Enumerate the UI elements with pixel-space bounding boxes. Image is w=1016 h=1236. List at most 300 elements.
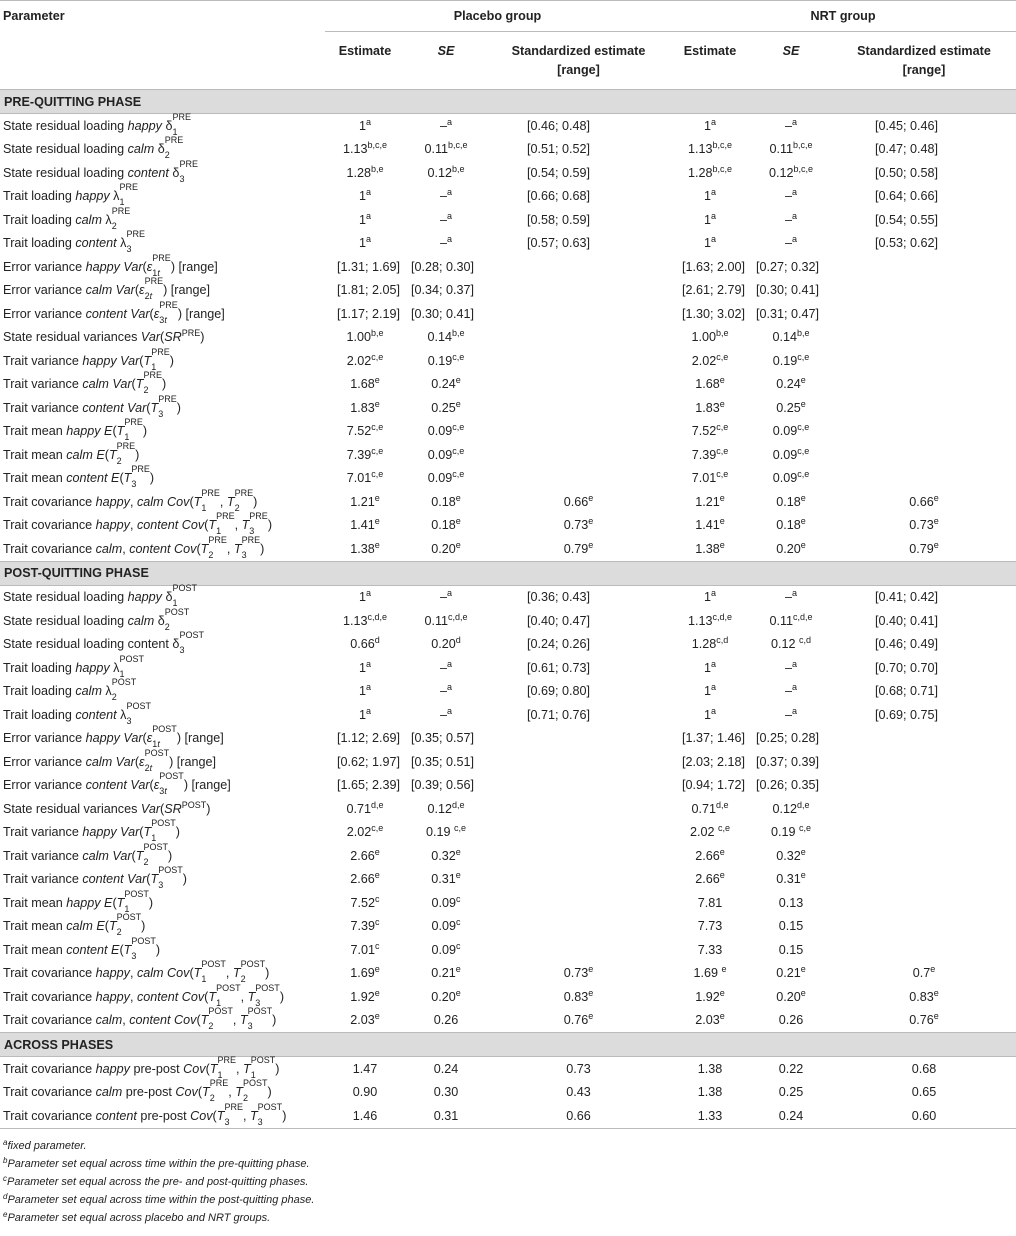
table-row xyxy=(0,467,1016,491)
nrt-se-cell: 0.11$^{c,d,e}$ xyxy=(769,611,813,628)
nrt-se-cell: [0.26; 0.35] xyxy=(756,778,820,793)
placebo-se-cell: 0.18e xyxy=(431,516,461,533)
nrt-estimate-cell: 2.66e xyxy=(695,846,725,863)
nrt-estimate-cell: 2.03e xyxy=(695,1011,725,1028)
parameter-cell: Trait mean content E(T PRE 3 ) xyxy=(3,464,155,490)
placebo-estimate-cell: 1$^a$ xyxy=(358,705,372,722)
parameter-cell: Trait covariance happy, calm Cov(T PRE 1 , T PRE 2 ) xyxy=(3,487,258,513)
nrt-se-cell: 0.32e xyxy=(776,846,806,863)
placebo-se-cell: 0.12$^{d,e}$ xyxy=(427,799,465,816)
nrt-std-estimate-cell xyxy=(832,915,1016,939)
placebo-std-estimate-cell xyxy=(487,727,670,751)
parameter-cell: State residual loading happy δ PRE 1 xyxy=(3,111,191,137)
placebo-estimate-cell: 1.41e xyxy=(350,516,380,533)
placebo-estimate-cell: 1.28$^{b,e}$ xyxy=(346,163,384,180)
placebo-std-estimate-cell: 0.66 xyxy=(487,1104,670,1128)
table-row xyxy=(0,750,1016,774)
nrt-estimate-cell: 1$^a$ xyxy=(703,658,717,675)
nrt-estimate-cell: [1.37; 1.46] xyxy=(682,731,746,746)
nrt-std-estimate-cell xyxy=(832,750,1016,774)
nrt-std-estimate-cell xyxy=(832,396,1016,420)
table-row xyxy=(0,208,1016,232)
nrt-std-estimate-cell: [0.40; 0.41] xyxy=(875,613,939,628)
nrt-std-estimate-cell xyxy=(832,891,1016,915)
nrt-estimate-cell: 1.41e xyxy=(695,516,725,533)
nrt-estimate-cell: [1.30; 3.02] xyxy=(682,306,746,321)
nrt-std-estimate-cell xyxy=(832,420,1016,444)
nrt-estimate-cell: 1.28$^{c,d}$ xyxy=(691,635,729,652)
table-row xyxy=(0,185,1016,209)
table-row xyxy=(0,821,1016,845)
parameter-cell: Trait loading happy λ POST 1 xyxy=(3,653,144,679)
placebo-se-cell: –$^a$ xyxy=(439,234,453,251)
nrt-estimate-cell: 1.83e xyxy=(695,398,725,415)
nrt-se-cell: 0.09$^{c,e}$ xyxy=(772,445,810,462)
footnote-mark: c xyxy=(3,1173,7,1183)
nrt-std-estimate-cell: [0.53; 0.62] xyxy=(875,236,939,251)
table-row xyxy=(0,797,1016,821)
placebo-se-cell: 0.09$^{c,e}$ xyxy=(427,469,465,486)
nrt-estimate-cell: 1.00$^{b,e}$ xyxy=(691,328,729,345)
placebo-group-header: Placebo group xyxy=(325,1,670,32)
nrt-std-estimate-cell xyxy=(832,255,1016,279)
nrt-se-cell: 0.09$^{c,e}$ xyxy=(772,422,810,439)
nrt-std-estimate-cell: 0.79e xyxy=(909,539,939,556)
table-row xyxy=(0,985,1016,1009)
footnote-text: fixed parameter. xyxy=(7,1139,87,1152)
nrt-se-cell: 0.20e xyxy=(776,987,806,1004)
nrt-se-cell: 0.18e xyxy=(776,516,806,533)
placebo-std-estimate-cell: [0.69; 0.80] xyxy=(527,684,591,699)
placebo-se-cell: 0.09$^c$ xyxy=(431,893,461,910)
placebo-se-cell: 0.21e xyxy=(431,964,461,981)
placebo-std-estimate-cell xyxy=(487,938,670,962)
table-row xyxy=(0,938,1016,962)
parameter-cell: Trait covariance content pre-post Cov(T PRE 3 , T POST 3 ) xyxy=(0,1104,325,1128)
placebo-estimate-cell: 1.47 xyxy=(352,1061,378,1076)
nrt-std-estimate-cell: 0.7e xyxy=(912,964,936,981)
parameter-cell: Trait loading calm λ PRE 2 xyxy=(3,205,131,231)
placebo-estimate-cell: 7.52$^{c,e}$ xyxy=(346,422,384,439)
table-row xyxy=(0,1057,1016,1081)
placebo-std-estimate-cell: [0.71; 0.76] xyxy=(527,707,591,722)
placebo-estimate-cell: [1.65; 2.39] xyxy=(337,778,401,793)
footnote-mark: b xyxy=(3,1155,8,1165)
placebo-std-estimate-cell: [0.54; 0.59] xyxy=(527,165,591,180)
nrt-se-cell: 0.13 xyxy=(778,895,804,910)
table-row xyxy=(0,609,1016,633)
nrt-std-estimate-cell: 0.66e xyxy=(909,492,939,509)
table-row xyxy=(0,774,1016,798)
nrt-se-cell: –$^a$ xyxy=(784,682,798,699)
nrt-se-cell: –$^a$ xyxy=(784,187,798,204)
nrt-std-header-line2: [range] xyxy=(902,63,946,77)
nrt-std-estimate-cell: 0.76e xyxy=(909,1011,939,1028)
parameter-cell: State residual loading calm δ POST 2 xyxy=(3,606,190,632)
table-row xyxy=(0,656,1016,680)
nrt-std-estimate-cell xyxy=(832,727,1016,751)
header-row-columns xyxy=(0,32,1016,90)
header-row-groups xyxy=(0,1,1016,32)
nrt-se-cell: [0.31; 0.47] xyxy=(756,306,820,321)
parameter-cell: Trait covariance calm, content Cov(T POST 2 , T POST 3 ) xyxy=(3,1006,277,1032)
placebo-estimate-cell: 1.13$^{c,d,e}$ xyxy=(342,611,388,628)
placebo-std-estimate-cell: [0.51; 0.52] xyxy=(527,142,591,157)
parameter-cell: Trait covariance happy pre-post Cov(T PRE 1 , T POST 1 ) xyxy=(3,1054,280,1080)
placebo-se-cell: 0.09$^c$ xyxy=(431,940,461,957)
table-row xyxy=(0,279,1016,303)
placebo-se-cell: 0.32e xyxy=(431,846,461,863)
placebo-std-estimate-cell: 0.43 xyxy=(566,1085,591,1100)
nrt-estimate-cell: [2.61; 2.79] xyxy=(682,283,746,298)
placebo-se-cell: –$^a$ xyxy=(439,705,453,722)
nrt-estimate-cell: 1$^a$ xyxy=(703,187,717,204)
parameter-cell: Trait mean calm E(T PRE 2 ) xyxy=(3,440,140,466)
nrt-se-cell: –$^a$ xyxy=(784,705,798,722)
nrt-estimate-cell: 7.73 xyxy=(697,919,723,934)
nrt-estimate-cell: 2.02$^{c,e}$ xyxy=(691,351,729,368)
nrt-se-cell: 0.20e xyxy=(776,539,806,556)
placebo-se-cell: 0.14$^{b,e}$ xyxy=(427,328,465,345)
table-row xyxy=(0,844,1016,868)
nrt-se-cell: 0.22 xyxy=(778,1061,804,1076)
nrt-se-cell: 0.18e xyxy=(776,492,806,509)
parameter-cell: Trait covariance happy, calm Cov(T POST 1 , T POST 2 ) xyxy=(3,959,270,985)
parameter-cell: Trait variance happy Var(T PRE 1 ) xyxy=(3,346,174,372)
table-row xyxy=(0,1009,1016,1033)
placebo-se-cell: 0.20e xyxy=(431,539,461,556)
nrt-std-estimate-cell xyxy=(832,302,1016,326)
placebo-estimate-cell: 1.00$^{b,e}$ xyxy=(346,328,384,345)
placebo-estimate-cell: 7.52$^c$ xyxy=(350,893,380,910)
nrt-se-cell: 0.15 xyxy=(778,942,804,957)
nrt-std-estimate-cell: 0.60 xyxy=(832,1104,1016,1128)
nrt-estimate-cell: [1.63; 2.00] xyxy=(682,259,746,274)
table-row xyxy=(0,349,1016,373)
table-body xyxy=(0,1,1016,1129)
placebo-se-cell: [0.39; 0.56] xyxy=(411,778,475,793)
nrt-estimate-cell: 7.81 xyxy=(697,895,723,910)
placebo-std-estimate-cell: [0.61; 0.73] xyxy=(527,660,591,675)
placebo-se-cell: 0.18e xyxy=(431,492,461,509)
placebo-estimate-cell: 7.01$^{c,e}$ xyxy=(346,469,384,486)
parameter-cell: Trait variance happy Var(T POST 1 ) xyxy=(3,818,180,844)
placebo-estimate-cell: 2.66e xyxy=(350,846,380,863)
nrt-estimate-cell: 0.71$^{d,e}$ xyxy=(691,799,729,816)
section-title: PRE-QUITTING PHASE xyxy=(0,90,1016,114)
nrt-se-cell: –$^a$ xyxy=(784,234,798,251)
nrt-estimate-cell: [0.94; 1.72] xyxy=(682,778,746,793)
table-row xyxy=(0,514,1016,538)
placebo-estimate-cell: 2.03e xyxy=(350,1011,380,1028)
placebo-estimate-cell: 1$^a$ xyxy=(358,234,372,251)
nrt-estimate-cell: [2.03; 2.18] xyxy=(682,754,746,769)
nrt-estimate-cell: 1$^a$ xyxy=(703,234,717,251)
placebo-estimate-cell: [1.81; 2.05] xyxy=(337,283,401,298)
table-row xyxy=(0,868,1016,892)
placebo-std-estimate-cell xyxy=(487,467,670,491)
nrt-estimate-cell: 1$^a$ xyxy=(703,588,717,605)
placebo-std-estimate-cell: [0.36; 0.43] xyxy=(527,590,591,605)
parameter-cell: Trait variance content Var(T POST 3 ) xyxy=(3,865,187,891)
placebo-estimate-cell: 1.69e xyxy=(350,964,380,981)
placebo-se-cell: 0.25e xyxy=(431,398,461,415)
footnotes xyxy=(0,1129,1016,1227)
nrt-se-header: SE xyxy=(750,32,832,90)
nrt-std-estimate-cell xyxy=(832,467,1016,491)
section-header xyxy=(0,90,1016,114)
nrt-estimate-cell: 1.33 xyxy=(670,1104,750,1128)
section-title: POST-QUITTING PHASE xyxy=(0,561,1016,585)
placebo-se-cell: 0.11$^{b,c,e}$ xyxy=(424,140,468,157)
placebo-std-estimate-cell xyxy=(487,420,670,444)
table-row xyxy=(0,396,1016,420)
placebo-std-estimate-cell: 0.73 xyxy=(566,1061,591,1076)
parameter-cell: Trait covariance happy, content Cov(T POST 1 , T POST 3 ) xyxy=(3,982,285,1008)
placebo-se-cell: 0.11$^{c,d,e}$ xyxy=(424,611,468,628)
parameter-cell: Error variance happy Var(ε POST 1t ) [range] xyxy=(3,724,224,750)
nrt-estimate-cell: 7.52$^{c,e}$ xyxy=(691,422,729,439)
footnote xyxy=(3,1155,1016,1173)
placebo-std-estimate-cell: 0.79e xyxy=(563,539,594,556)
parameter-cell: Error variance calm Var(ε PRE 2t ) [range] xyxy=(3,276,210,302)
nrt-estimate-cell: 1$^a$ xyxy=(703,116,717,133)
placebo-std-header-line2: [range] xyxy=(557,63,600,77)
table-row xyxy=(0,302,1016,326)
nrt-std-estimate-cell: [0.41; 0.42] xyxy=(875,590,939,605)
parameter-cell: Trait mean calm E(T POST 2 ) xyxy=(3,912,146,938)
nrt-std-estimate-cell: 0.65 xyxy=(911,1085,937,1100)
placebo-se-cell: 0.31 xyxy=(405,1104,487,1128)
placebo-std-estimate-cell: 0.73e xyxy=(563,964,594,981)
placebo-std-estimate-cell: 0.66e xyxy=(563,492,594,509)
placebo-std-estimate-cell xyxy=(487,891,670,915)
table-row xyxy=(0,490,1016,514)
parameter-cell: Error variance content Var(ε PRE 3t ) [range] xyxy=(3,299,225,325)
placebo-estimate-cell: 1.68e xyxy=(350,375,380,392)
placebo-se-cell: 0.24e xyxy=(431,375,461,392)
placebo-std-estimate-cell: [0.46; 0.48] xyxy=(527,118,591,133)
nrt-std-estimate-cell: [0.64; 0.66] xyxy=(875,189,939,204)
parameter-cell: Trait variance calm Var(T PRE 2 ) xyxy=(3,370,167,396)
table-row xyxy=(0,420,1016,444)
placebo-estimate-cell: 1.13$^{b,c,e}$ xyxy=(342,140,388,157)
footnote xyxy=(3,1191,1016,1209)
table-row xyxy=(0,232,1016,256)
parameter-cell: State residual loading happy δ POST 1 xyxy=(3,583,197,609)
placebo-se-cell: 0.19$^{c,e}$ xyxy=(427,351,465,368)
nrt-std-estimate-cell xyxy=(832,868,1016,892)
placebo-std-estimate-cell xyxy=(487,326,670,350)
placebo-se-cell: [0.28; 0.30] xyxy=(411,259,475,274)
placebo-estimate-cell: 2.66e xyxy=(350,870,380,887)
placebo-estimate-cell: 0.71$^{d,e}$ xyxy=(346,799,384,816)
nrt-se-cell: 0.21e xyxy=(776,964,806,981)
placebo-se-cell: –$^a$ xyxy=(439,187,453,204)
nrt-estimate-cell: 1.38 xyxy=(697,1085,723,1100)
nrt-std-estimate-cell: [0.70; 0.70] xyxy=(875,660,939,675)
table-row xyxy=(0,138,1016,162)
nrt-std-estimate-cell: [0.68; 0.71] xyxy=(875,684,939,699)
placebo-estimate-header: Estimate xyxy=(325,32,405,90)
nrt-estimate-cell: 2.66e xyxy=(695,870,725,887)
nrt-se-cell: 0.11$^{b,c,e}$ xyxy=(769,140,813,157)
placebo-estimate-cell: 1$^a$ xyxy=(358,187,372,204)
section-header xyxy=(0,1033,1016,1057)
parameter-cell: State residual variances $Var(SR^{PRE})$ xyxy=(3,328,205,345)
placebo-std-estimate-cell xyxy=(487,302,670,326)
nrt-std-estimate-cell: [0.46; 0.49] xyxy=(875,637,939,652)
nrt-std-header-line1: Standardized estimate xyxy=(857,44,991,58)
parameter-cell: Trait variance content Var(T PRE 3 ) xyxy=(3,393,181,419)
placebo-std-estimate-cell xyxy=(487,349,670,373)
placebo-se-cell: –$^a$ xyxy=(439,210,453,227)
nrt-estimate-cell: 7.39$^{c,e}$ xyxy=(691,445,729,462)
nrt-se-cell: 0.25e xyxy=(776,398,806,415)
nrt-estimate-cell: 1.68e xyxy=(695,375,725,392)
table-row xyxy=(0,443,1016,467)
nrt-estimate-cell: 1.13$^{c,d,e}$ xyxy=(687,611,733,628)
placebo-se-cell: [0.30; 0.41] xyxy=(411,306,475,321)
placebo-se-cell: [0.35; 0.51] xyxy=(411,754,475,769)
placebo-std-header-line1: Standardized estimate xyxy=(511,44,646,58)
table-row xyxy=(0,703,1016,727)
placebo-se-cell: –$^a$ xyxy=(439,116,453,133)
nrt-std-estimate-cell: [0.45; 0.46] xyxy=(875,118,939,133)
footnote-text: Parameter set equal across time within the post-quitting phase. xyxy=(7,1193,315,1206)
nrt-se-cell: [0.27; 0.32] xyxy=(756,259,820,274)
nrt-std-estimate-cell xyxy=(832,326,1016,350)
placebo-estimate-cell: 2.02$^{c,e}$ xyxy=(346,351,384,368)
nrt-se-cell: –$^a$ xyxy=(784,588,798,605)
nrt-std-estimate-cell xyxy=(832,349,1016,373)
placebo-estimate-cell: 1$^a$ xyxy=(358,116,372,133)
parameter-cell: Trait loading calm λ POST 2 xyxy=(3,677,137,703)
placebo-estimate-cell: 7.39$^c$ xyxy=(350,917,380,934)
table-row xyxy=(0,114,1016,138)
parameter-header: Parameter xyxy=(0,1,325,32)
table-row xyxy=(0,373,1016,397)
placebo-std-estimate-cell xyxy=(487,868,670,892)
footnote-mark: e xyxy=(3,1209,8,1219)
nrt-se-cell: 0.12$^{b,c,e}$ xyxy=(768,163,814,180)
placebo-std-estimate-cell: [0.58; 0.59] xyxy=(527,212,591,227)
parameter-cell: Trait covariance calm pre-post Cov(T PRE 2 , T POST 2 ) xyxy=(3,1078,272,1104)
placebo-std-estimate-cell: [0.66; 0.68] xyxy=(527,189,591,204)
placebo-estimate-cell: 1$^a$ xyxy=(358,210,372,227)
table-row xyxy=(0,1104,1016,1128)
placebo-std-estimate-cell xyxy=(487,279,670,303)
placebo-se-cell: [0.34; 0.37] xyxy=(411,283,475,298)
placebo-std-estimate-cell: [0.24; 0.26] xyxy=(527,637,591,652)
table-row xyxy=(0,161,1016,185)
placebo-estimate-cell: 1.92e xyxy=(350,987,380,1004)
placebo-std-estimate-cell xyxy=(487,821,670,845)
placebo-estimate-cell: 1.83e xyxy=(350,398,380,415)
placebo-estimate-cell: 1$^a$ xyxy=(358,682,372,699)
nrt-se-cell: 0.31e xyxy=(776,870,806,887)
nrt-std-estimate-cell xyxy=(832,774,1016,798)
placebo-se-cell: 0.20$^d$ xyxy=(431,635,461,652)
placebo-estimate-cell: 0.66$^d$ xyxy=(350,635,380,652)
table-row xyxy=(0,962,1016,986)
placebo-se-cell: 0.09$^{c,e}$ xyxy=(427,422,465,439)
nrt-std-estimate-cell xyxy=(832,797,1016,821)
placebo-std-estimate-cell xyxy=(487,396,670,420)
placebo-std-estimate-cell xyxy=(487,255,670,279)
footnote-mark: d xyxy=(3,1191,8,1201)
placebo-se-cell: 0.30 xyxy=(433,1085,459,1100)
parameter-cell: Error variance content Var(ε POST 3t ) [range] xyxy=(3,771,231,797)
placebo-se-cell: –$^a$ xyxy=(439,682,453,699)
nrt-se-cell: –$^a$ xyxy=(784,210,798,227)
footnote xyxy=(3,1137,1016,1155)
nrt-se-cell: –$^a$ xyxy=(784,658,798,675)
parameter-cell: State residual loading content δ POST 3 xyxy=(3,630,204,656)
parameter-cell: Trait covariance happy, content Cov(T PRE 1 , T PRE 3 ) xyxy=(3,511,273,537)
parameter-cell: State residual loading calm δ PRE 2 xyxy=(3,135,184,161)
nrt-se-cell: 0.24e xyxy=(776,375,806,392)
placebo-std-estimate-cell xyxy=(487,797,670,821)
nrt-std-estimate-cell: 0.73e xyxy=(909,516,939,533)
placebo-se-cell: –$^a$ xyxy=(439,588,453,605)
nrt-se-cell: [0.37; 0.39] xyxy=(756,754,820,769)
parameter-cell: State residual variances $Var(SR^{POST})$ xyxy=(3,799,211,816)
placebo-estimate-cell: [1.12; 2.69] xyxy=(337,731,401,746)
nrt-se-cell: 0.19 $^{c,e}$ xyxy=(770,823,812,840)
footnote-text: Parameter set equal across time within the pre-quitting phase. xyxy=(7,1157,310,1170)
parameter-cell: Trait loading content λ PRE 3 xyxy=(3,229,145,255)
parameter-cell: State residual loading content δ PRE 3 xyxy=(3,158,198,184)
nrt-estimate-cell: 1.69 $^e$ xyxy=(693,964,727,981)
nrt-std-estimate-cell xyxy=(832,279,1016,303)
nrt-estimate-cell: 1$^a$ xyxy=(703,210,717,227)
nrt-se-cell: 0.09$^{c,e}$ xyxy=(772,469,810,486)
table-row xyxy=(0,680,1016,704)
placebo-se-cell: 0.24 xyxy=(433,1061,459,1076)
placebo-std-estimate-cell: [0.40; 0.47] xyxy=(527,613,591,628)
parameter-cell: Error variance calm Var(ε POST 2t ) [range] xyxy=(3,747,216,773)
section-title: ACROSS PHASES xyxy=(0,1033,1016,1057)
placebo-se-header: SE xyxy=(405,32,487,90)
nrt-se-cell: 0.15 xyxy=(778,919,804,934)
placebo-std-estimate-cell: 0.73e xyxy=(563,516,594,533)
table-row xyxy=(0,255,1016,279)
placebo-estimate-cell: 0.90 xyxy=(352,1085,378,1100)
nrt-se-cell: 0.25 xyxy=(778,1085,804,1100)
nrt-std-estimate-cell: 0.83e xyxy=(909,987,939,1004)
nrt-estimate-cell: 1.13$^{b,c,e}$ xyxy=(687,140,733,157)
placebo-std-estimate-cell xyxy=(487,774,670,798)
nrt-se-cell: 0.14$^{b,e}$ xyxy=(772,328,810,345)
nrt-std-estimate-cell xyxy=(832,373,1016,397)
placebo-se-cell: 0.20e xyxy=(431,987,461,1004)
nrt-std-header xyxy=(832,32,1016,90)
placebo-estimate-cell: 1$^a$ xyxy=(358,588,372,605)
parameter-cell: Trait mean happy E(T POST 1 ) xyxy=(3,888,154,914)
placebo-se-cell: 0.09$^{c,e}$ xyxy=(427,445,465,462)
nrt-estimate-cell: 1.21e xyxy=(695,492,725,509)
placebo-std-estimate-cell xyxy=(487,915,670,939)
placebo-std-estimate-cell: 0.83e xyxy=(563,987,594,1004)
placebo-estimate-cell: [1.17; 2.19] xyxy=(337,306,401,321)
table-row xyxy=(0,915,1016,939)
nrt-estimate-cell: 1.38e xyxy=(695,539,725,556)
nrt-std-estimate-cell: [0.47; 0.48] xyxy=(875,142,939,157)
table-row xyxy=(0,633,1016,657)
nrt-se-cell: 0.26 xyxy=(778,1013,804,1028)
placebo-se-cell: 0.31e xyxy=(431,870,461,887)
